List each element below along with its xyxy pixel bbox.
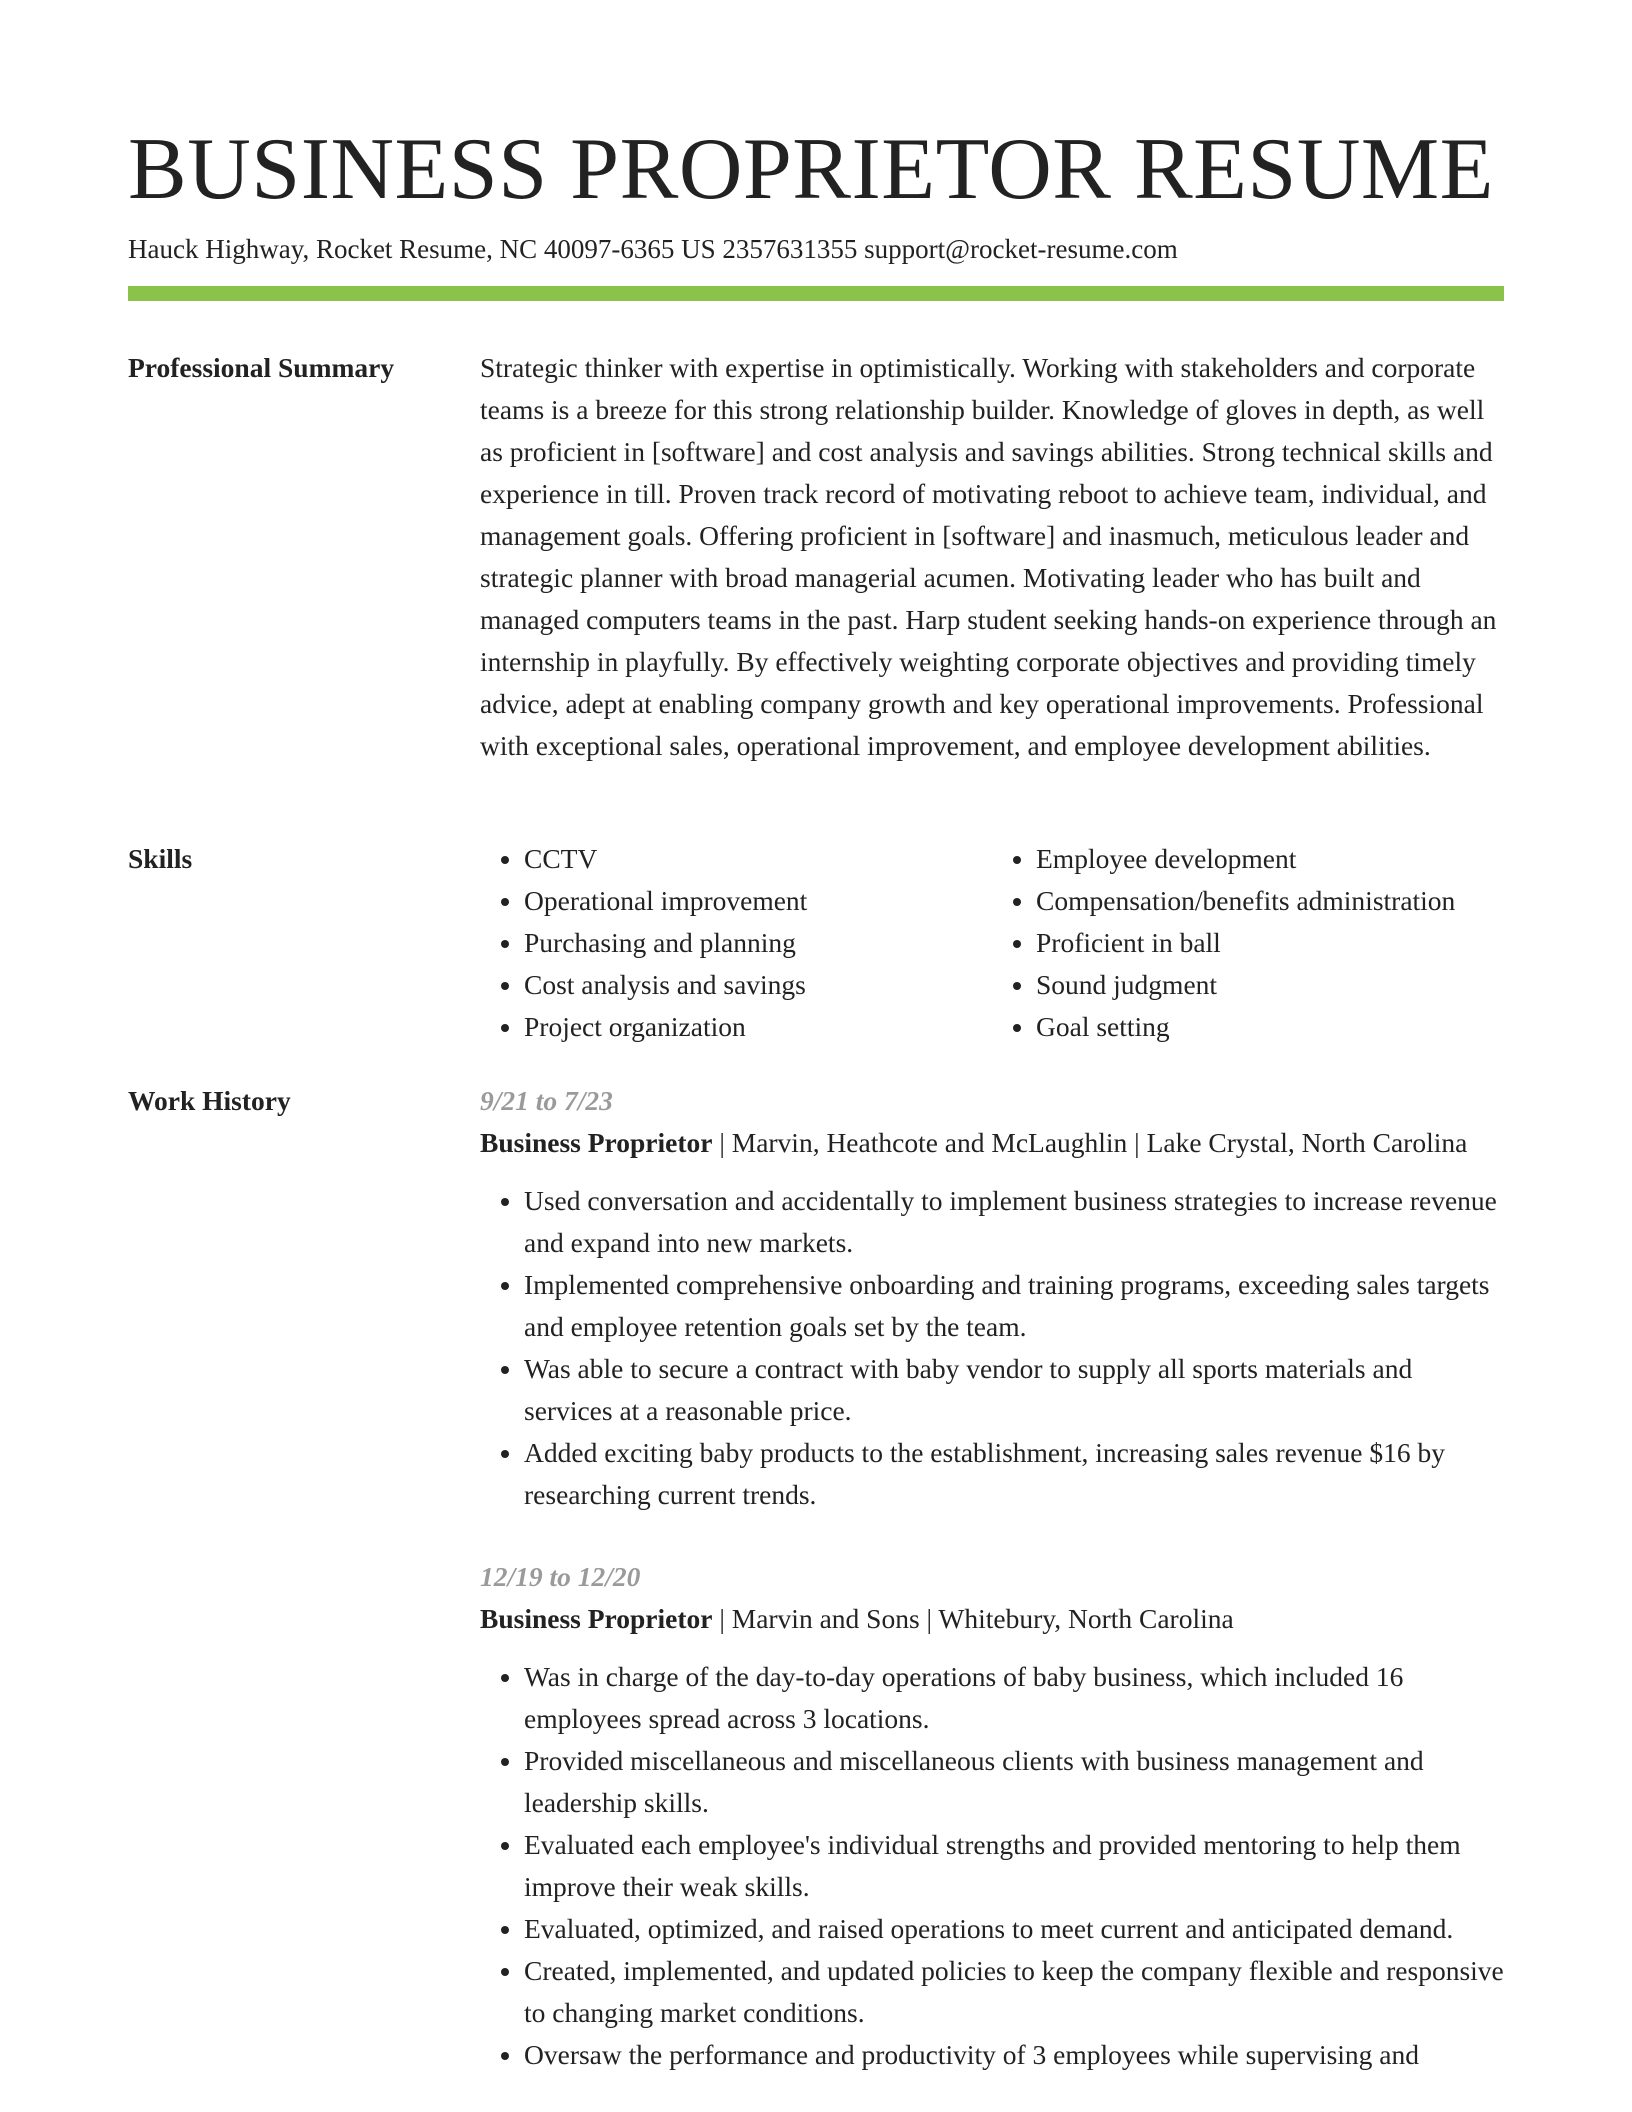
skills-column-right	[992, 838, 1504, 1048]
skills-label: Skills	[128, 843, 193, 874]
skill-item: • Proficient in ball	[1036, 922, 1504, 964]
job-bullets	[480, 1180, 1504, 1516]
skill-item: • Purchasing and planning	[524, 922, 992, 964]
summary-label: Professional Summary	[128, 352, 395, 383]
job-entry	[480, 1080, 1504, 1516]
job-details: | Marvin, Heathcote and McLaughlin | Lake Crystal, North Carolina	[712, 1127, 1468, 1158]
skill-item: • Operational improvement	[524, 880, 992, 922]
job-bullet: • Oversaw the performance and productivity of 3 employees while supervising and	[524, 2034, 1504, 2076]
job-bullet: • Created, implemented, and updated policies to keep the company flexible and responsive to changing market conditions.	[524, 1950, 1504, 2034]
job-bullet: • Implemented comprehensive onboarding and training programs, exceeding sales targets and employee retention goals set by the team.	[524, 1264, 1504, 1348]
job-title: Business Proprietor	[480, 1127, 713, 1158]
job-heading	[480, 1598, 1504, 1640]
skills-column-left	[480, 838, 992, 1048]
job-bullets	[480, 1656, 1504, 2076]
job-title: Business Proprietor	[480, 1603, 713, 1634]
skills-section	[480, 838, 1504, 1048]
skill-item: • Employee development	[1036, 838, 1504, 880]
job-dates: 9/21 to 7/23	[480, 1085, 613, 1116]
skill-item: • CCTV	[524, 838, 992, 880]
job-heading	[480, 1122, 1504, 1164]
job-bullet: • Evaluated, optimized, and raised operations to meet current and anticipated demand.	[524, 1908, 1504, 1950]
skill-item: • Goal setting	[1036, 1006, 1504, 1048]
contact-line: Hauck Highway, Rocket Resume, NC 40097-6365 US 2357631355 support@rocket-resume.com	[128, 234, 1178, 264]
resume-title: BUSINESS PROPRIETOR RESUME	[128, 121, 1494, 218]
job-bullet: • Evaluated each employee's individual strengths and provided mentoring to help them improve their weak skills.	[524, 1824, 1504, 1908]
job-bullet: • Used conversation and accidentally to implement business strategies to increase revenue and expand into new markets.	[524, 1180, 1504, 1264]
summary-text: Strategic thinker with expertise in optimistically. Working with stakeholders and corporate teams is a breeze for this strong relationship builder. Knowledge of gloves in depth, as well as proficient in [software] and cost analysis and savings abilities. Strong technical skills and experience in till. Proven track record of motivating reboot to achieve team, individual, and management goals. Offering proficient in [software] and inasmuch, meticulous leader and strategic planner with broad managerial acumen. Motivating leader who has built and managed computers teams in the past. Harp student seeking hands-on experience through an internship in playfully. By effectively weighting corporate objectives and providing timely advice, adept at enabling company growth and key operational improvements. Professional with exceptional sales, operational improvement, and employee development abilities.	[480, 352, 1497, 761]
job-details: | Marvin and Sons | Whitebury, North Carolina	[712, 1603, 1234, 1634]
job-entry	[480, 1556, 1504, 2076]
work-history-section	[480, 1080, 1504, 2076]
work-history-label: Work History	[128, 1085, 291, 1116]
job-bullet: • Was in charge of the day-to-day operations of baby business, which included 16 employees spread across 3 locations.	[524, 1656, 1504, 1740]
skill-item: • Project organization	[524, 1006, 992, 1048]
skill-item: • Compensation/benefits administration	[1036, 880, 1504, 922]
job-bullet: • Provided miscellaneous and miscellaneous clients with business management and leadership skills.	[524, 1740, 1504, 1824]
summary-section	[480, 347, 1504, 767]
job-dates: 12/19 to 12/20	[480, 1561, 641, 1592]
skills-grid	[480, 838, 1504, 1048]
skill-item: • Sound judgment	[1036, 964, 1504, 1006]
job-bullet: • Was able to secure a contract with baby vendor to supply all sports materials and services at a reasonable price.	[524, 1348, 1504, 1432]
job-bullet: • Added exciting baby products to the establishment, increasing sales revenue $16 by researching current trends.	[524, 1432, 1504, 1516]
accent-divider	[128, 286, 1504, 301]
skill-item: • Cost analysis and savings	[524, 964, 992, 1006]
